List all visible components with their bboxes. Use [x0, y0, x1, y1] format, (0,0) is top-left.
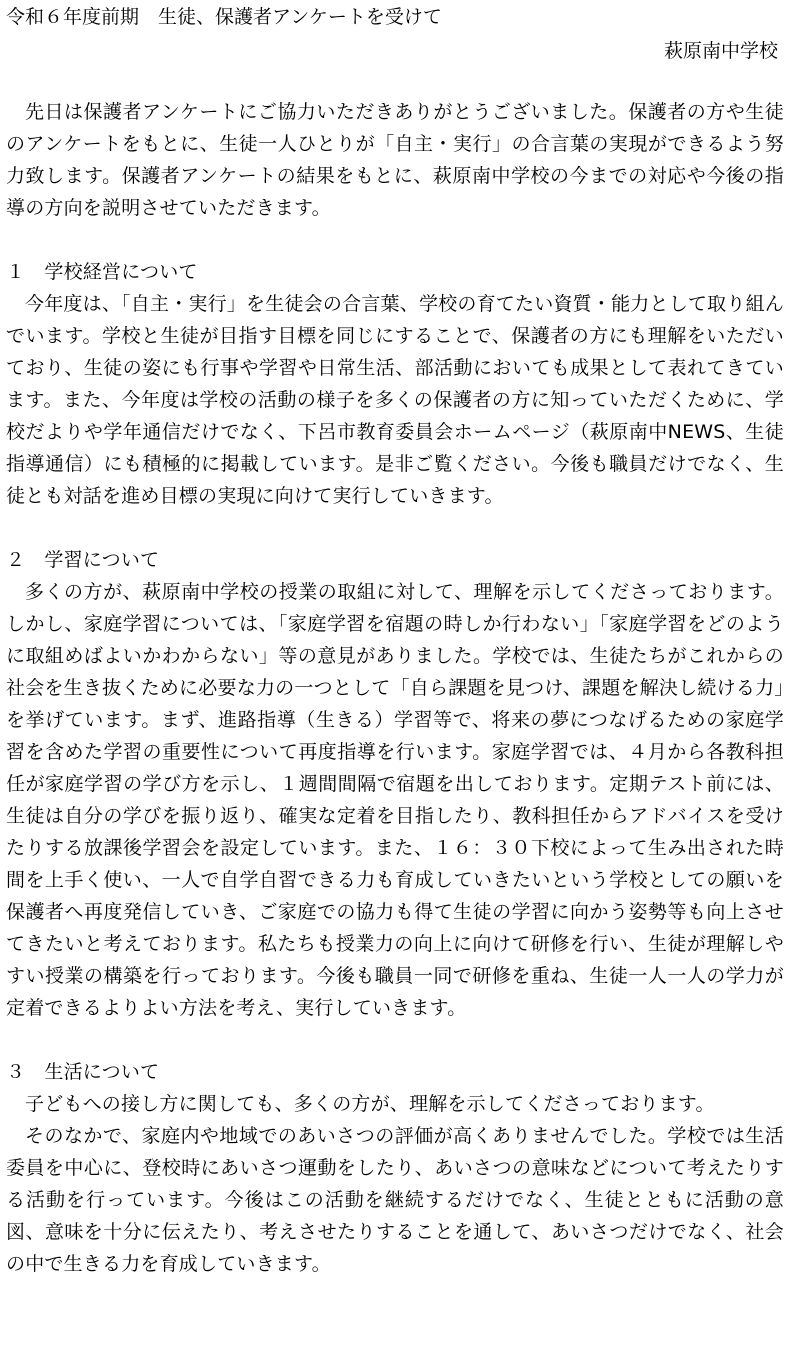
section-paragraph: そのなかで、家庭内や地域でのあいさつの評価が高くありませんでした。学校では生活委員を中心に、登校時にあいさつ運動をしたり、あいさつの意味などについて考えたりする活動を行っています。今後はこの活動を継続するだけでなく、生徒とともに活動の意図、意味を十分に伝えたり、考えさせたりすることを通して、あいさつだけでなく、社会の中で生きる力を育成していきます。: [6, 1125, 784, 1275]
section-school-management: [6, 256, 784, 512]
section-paragraph: 多くの方が、萩原南中学校の授業の取組に対して、理解を示してくださっております。しかし、家庭学習については、「家庭学習を宿題の時しか行わない」「家庭学習をどのように取組めばよいかわからない」等の意見がありました。学校では、生徒たちがこれからの社会を生き抜くために必要な力の一つとして「自ら課題を見つけ、課題を解決し続ける力」を挙げています。まず、進路指導（生きる）学習等で、将来の夢につなげるための家庭学習を含めた学習の重要性について再度指導を行います。家庭学習では、４月から各教科担任が家庭学習の学び方を示し、１週間間隔で宿題を出しております。定期テスト前には、生徒は自分の学びを振り返り、確実な定着を目指したり、教科担任からアドバイスを受けたりする放課後学習会を設定しています。また、１６：３０下校によって生み出された時間を上手く使い、一人で自学自習できる力も育成していきたいという学校としての願いを保護者へ再度発信していき、ご家庭での協力も得て生徒の学習に向かう姿勢等も向上させてきたいと考えております。私たちも授業力の向上に向けて研修を行い、生徒が理解しやすい授業の構築を行っております。今後も職員一同で研修を重ね、生徒一人一人の学力が定着できるよりよい方法を考え、実行していきます。: [6, 581, 784, 1019]
section-heading: ２ 学習について: [6, 549, 160, 571]
section-heading: １ 学校経営について: [6, 261, 198, 283]
section-spacer: [6, 1024, 784, 1056]
section-spacer: [6, 512, 784, 544]
document-body: [6, 96, 784, 1280]
intro-paragraph: 先日は保護者アンケートにご協力いただきありがとうございました。保護者の方や生徒のアンケートをもとに、生徒一人ひとりが「自主・実行」の合言葉の実現ができるよう努力致します。保護者アンケートの結果をもとに、萩原南中学校の今までの対応や今後の指導の方向を説明させていただきます。: [6, 101, 784, 219]
section-spacer: [6, 224, 784, 256]
document-title: 令和６年度前期 生徒、保護者アンケートを受けて: [6, 6, 442, 28]
section-heading: ３ 生活について: [6, 1061, 160, 1083]
section-learning: [6, 544, 784, 1024]
section-daily-life: [6, 1056, 784, 1280]
school-name: 萩原南中学校: [663, 40, 778, 62]
section-paragraph: 子どもへの接し方に関しても、多くの方が、理解を示してくださっております。: [25, 1093, 715, 1115]
section-paragraph: 今年度は、「自主・実行」を生徒会の合言葉、学校の育てたい資質・能力として取り組んでいます。学校と生徒が目指す目標を同じにすることで、保護者の方にも理解をいただいており、生徒の姿にも行事や学習や日常生活、部活動においても成果として表れてきています。また、今年度は学校の活動の様子を多くの保護者の方に知っていただくために、学校だよりや学年通信だけでなく、下呂市教育委員会ホームページ（萩原南中NEWS、生徒指導通信）にも積極的に掲載しています。是非ご覧ください。今後も職員だけでなく、生徒とも対話を進め目標の実現に向けて実行していきます。: [6, 293, 784, 507]
